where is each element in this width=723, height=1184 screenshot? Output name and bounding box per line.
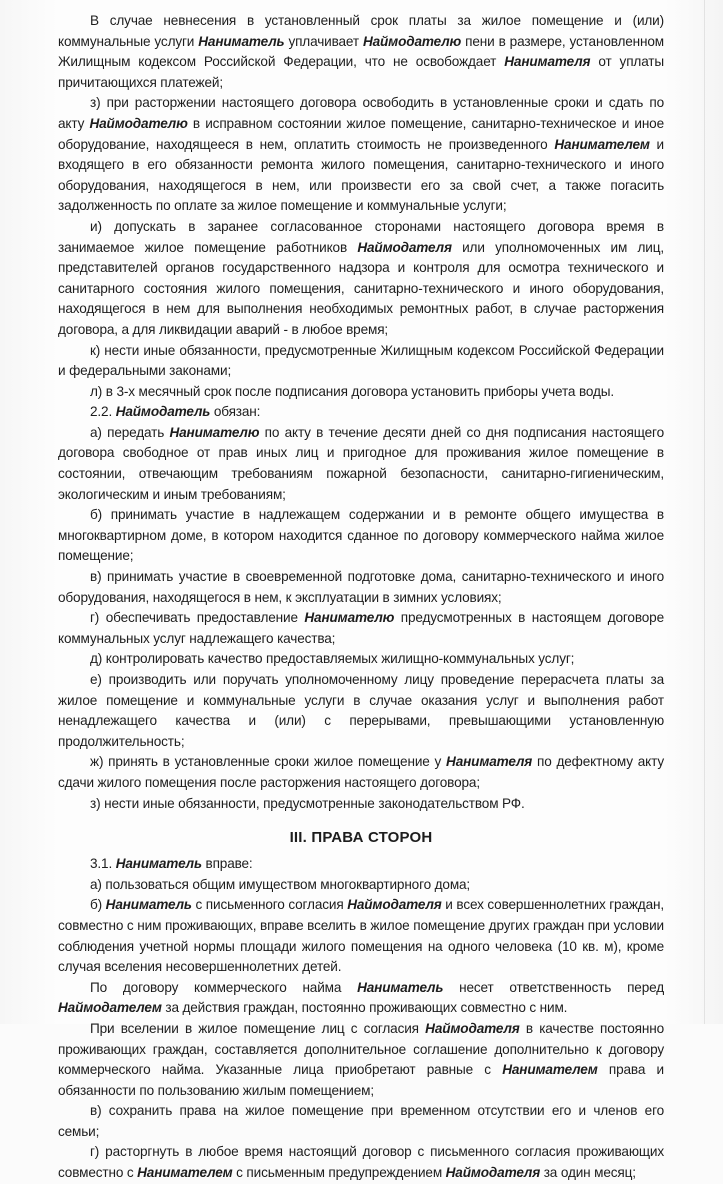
party-name: Наниматель	[115, 856, 202, 872]
party-name: Наниматель	[357, 979, 444, 995]
text-run: ж) принять в установленные сроки жилое помещение у	[90, 754, 447, 770]
paragraph-item-z-2	[58, 794, 664, 815]
paragraph-item-g-2	[58, 608, 664, 649]
text-run: по акту в течение десяти дней со дня подписания настоящего договора свободное от прав иных лиц и пригодное для проживания жилое помещение в состоянии, отвечающим требованиям пожарной безопасности, санитарно-гигиеническим, экологическим и иным требованиям;	[58, 424, 664, 502]
party-name: Наймодателя	[347, 897, 442, 913]
paragraph-item-d-2	[58, 649, 664, 670]
scan-edge	[704, 0, 705, 1024]
text-run: и) допускать в заранее согласованное сторонами настоящего договора время в занимаемое жилое помещение работников	[58, 218, 664, 255]
text-run: за один месяц;	[540, 1165, 636, 1181]
party-name: Наймодателю	[362, 33, 462, 49]
text-run: г) расторгнуть в любое время настоящий договор с письменного согласия проживающих совместно с	[58, 1144, 664, 1181]
paragraph-settlement	[58, 1019, 664, 1101]
text-run: с письменного согласия	[191, 897, 348, 913]
text-run: несет ответственность перед	[443, 979, 664, 995]
text-run: д) контролировать качество предоставляемых жилищно-коммунальных услуг;	[90, 651, 575, 667]
paragraph-item-z	[58, 93, 664, 217]
text-run: в исправном состоянии жилое помещение, санитарно-техническое и иное оборудование, находящееся в нем, оплатить стоимость не произведенного	[58, 115, 664, 152]
text-run: и входящего в его обязанности ремонта жилого помещения, санитарно-технического и иного оборудования, находящегося в нем, или произвести его за свой счет, а также погасить задолженность по оплате за жилое помещение и коммунальные услуги;	[58, 136, 664, 214]
text-run: в) принимать участие в своевременной подготовке дома, санитарно-технического и иного оборудования, находящегося в нем, к эксплуатации в зимних условиях;	[58, 569, 664, 605]
party-name: Наймодатель	[115, 404, 211, 420]
text-run: пени в размере, установленном Жилищным кодексом Российской Федерации, что не освобождает	[58, 33, 664, 70]
paragraph-item-a-2	[58, 423, 664, 505]
rights-section	[58, 854, 664, 1184]
paragraph-clause-3-1	[58, 854, 664, 875]
paragraph-item-g-3	[58, 1142, 664, 1183]
party-name: Наймодателя	[445, 1165, 541, 1181]
party-name: Наймодателя	[425, 1020, 520, 1036]
text-run: предусмотренных в настоящем договоре коммунальных услуг надлежащего качества;	[58, 610, 664, 646]
text-run: права и обязанности по пользованию жилым помещением;	[58, 1062, 664, 1098]
text-run: По договору коммерческого найма	[90, 979, 358, 995]
text-run: или уполномоченных им лиц, представителей органов государственного надзора и контроля для осмотра технического и санитарного состояния жилого помещения, санитарно-технического и иного оборудования, находящегося в нем для выполнения необходимых ремонтных работ, в случае расторжения договора, а для ликвидации аварий - в любое время;	[58, 239, 664, 337]
text-run: б)	[90, 897, 106, 913]
text-run: а) пользоваться общим имуществом многоквартирного дома;	[90, 876, 471, 892]
text-run: а) передать	[90, 424, 170, 440]
section-heading: III. ПРАВА СТОРОН	[289, 829, 433, 847]
party-name: Наймодателя	[357, 239, 452, 255]
paragraph-item-l	[58, 382, 664, 403]
text-run: з) нести иные обязанности, предусмотренные законодательством РФ.	[90, 795, 525, 811]
text-run: от уплаты причитающихся платежей;	[58, 54, 665, 90]
paragraph-item-b-2	[58, 505, 664, 567]
paragraph-penalty	[58, 11, 664, 93]
party-name: Нанимателя	[504, 54, 591, 70]
paragraph-clause-2-2	[58, 402, 664, 423]
document-body	[58, 11, 664, 1184]
paragraph-item-b-3	[58, 895, 664, 977]
party-name: Нанимателя	[446, 754, 533, 770]
party-name: Нанимателю	[304, 610, 395, 626]
text-run: 3.1.	[90, 856, 116, 872]
paragraph-item-v-3	[58, 1101, 664, 1142]
party-name: Нанимателем	[502, 1062, 598, 1078]
party-name: Наниматель	[105, 897, 192, 913]
text-run: з) при расторжении настоящего договора освободить в установленные сроки и сдать по акту	[58, 95, 664, 131]
paragraph-item-i	[58, 217, 664, 341]
text-run: к) нести иные обязанности, предусмотренные Жилищным кодексом Российской Федерации и федеральными законами;	[58, 342, 664, 379]
party-name: Нанимателем	[137, 1165, 233, 1181]
paragraph-item-e-2	[58, 670, 664, 752]
paragraph-responsibility	[58, 978, 664, 1019]
text-run: вправе:	[201, 856, 253, 872]
text-run: и всех совершеннолетних граждан, совместно с ним проживающих, вправе вселить в жилое помещение других граждан при условии соблюдения учетной нормы площади жилого помещения на одного человека (10 кв. м), кроме случая вселения несовершеннолетних детей.	[58, 897, 664, 975]
party-name: Наниматель	[198, 33, 285, 49]
text-run: в) сохранить права на жилое помещение при временном отсутствии его и членов его семьи;	[58, 1103, 664, 1139]
text-run: е) производить или поручать уполномоченному лицу проведение перерасчета платы за жилое помещение и коммунальные услуги в случае оказания услуг и выполнения работ ненадлежащего качества и (или) с перерывами, превышающими установленную продолжительность;	[58, 672, 664, 749]
text-run: г) обеспечивать предоставление	[90, 610, 305, 626]
text-run: обязан:	[210, 404, 261, 420]
text-run: б) принимать участие в надлежащем содержании и в ремонте общего имущества в многоквартирном доме, в котором находится сданное по договору коммерческого найма жилое помещение;	[58, 507, 664, 564]
text-run: с письменным предупреждением	[232, 1165, 446, 1181]
text-run: л) в 3-х месячный срок после подписания договора установить приборы учета воды.	[90, 383, 615, 399]
text-run: по дефектному акту сдачи жилого помещения после расторжения настоящего договора;	[58, 754, 664, 790]
party-name: Наймодателю	[89, 115, 188, 131]
text-run: в качестве постоянно проживающих граждан, составляется дополнительное соглашение дополнительно к договору коммерческого найма. Указанные лица приобретают равные с	[58, 1020, 664, 1078]
paragraph-item-v-2	[58, 567, 664, 608]
paragraph-item-zh-2	[58, 752, 664, 793]
paragraph-item-a-3	[58, 875, 664, 896]
paragraph-item-k	[58, 341, 664, 382]
party-name: Нанимателю	[169, 424, 260, 440]
text-run: При вселении в жилое помещение лиц с согласия	[90, 1020, 426, 1036]
text-run: В случае невнесения в установленный срок платы за жилое помещение и (или) коммунальные услуги	[58, 13, 664, 49]
text-run: 2.2.	[90, 404, 116, 420]
text-run: за действия граждан, постоянно проживающих совместно с ним.	[161, 1000, 568, 1016]
text-run: уплачивает	[284, 33, 363, 49]
obligations-section	[58, 11, 664, 814]
party-name: Наймодателем	[58, 1000, 162, 1016]
party-name: Нанимателем	[554, 136, 650, 152]
